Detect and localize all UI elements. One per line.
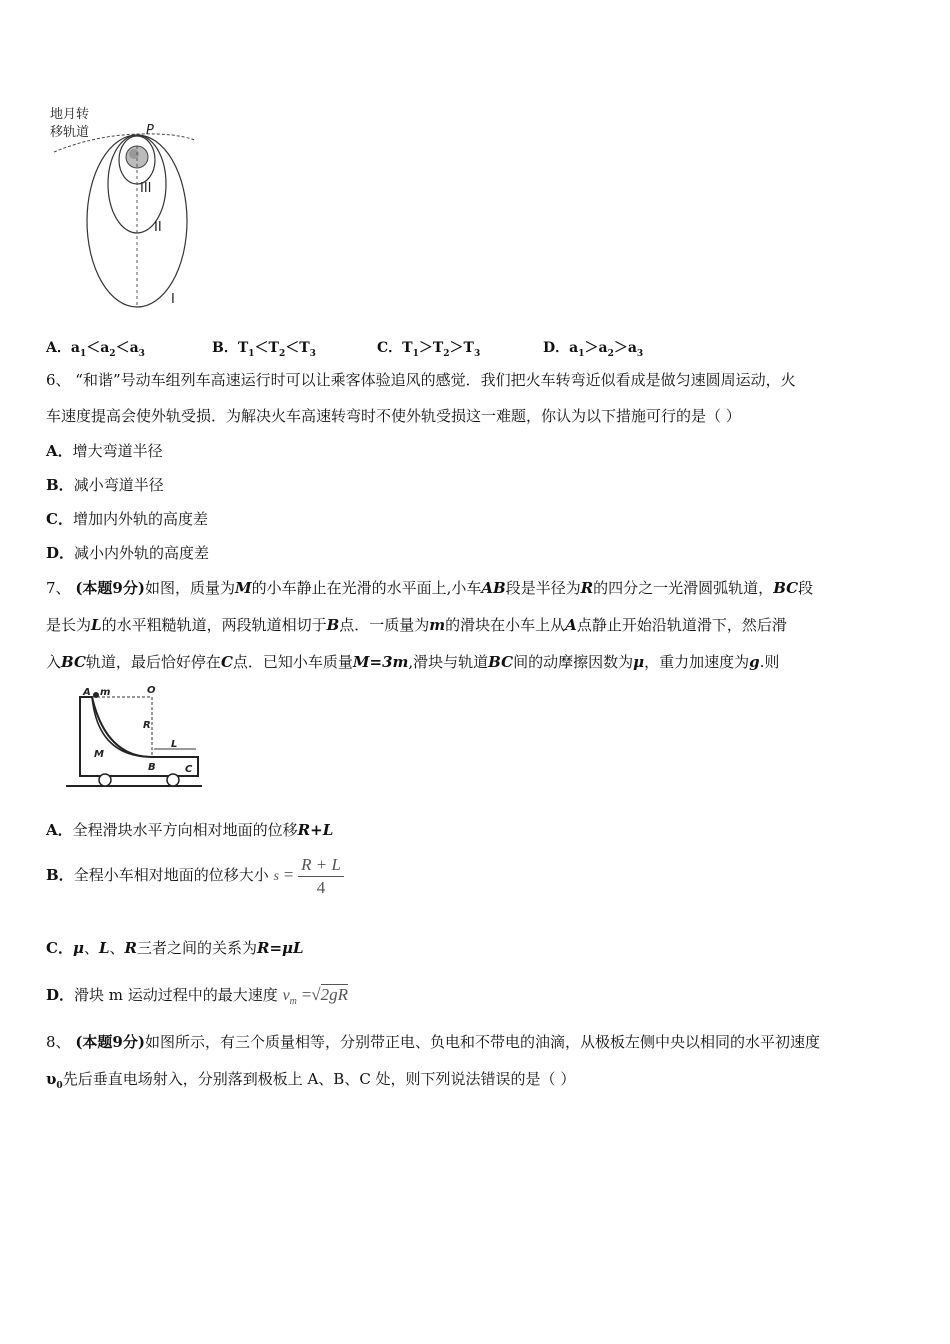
q6-stem-line2: 车速度提高会使外轨受损．为解决火车高速转弯时不使外轨受损这一难题，你认为以下措施可行的是（ ） xyxy=(46,407,741,425)
fig-label-a: A xyxy=(83,687,91,698)
fig-label-big-m: M xyxy=(94,749,104,760)
fig-label-r: R xyxy=(143,720,151,731)
q7-d-eq: = xyxy=(301,985,312,1004)
q6-option-b: B．减小弯道半径 xyxy=(46,476,164,494)
wheel-left xyxy=(99,774,111,786)
q8-stem-line1: 8、 (本题9分)如图所示，有三个质量相等，分别带正电、负电和不带电的油滴，从极板左侧中央以相同的水平初速度 xyxy=(46,1033,820,1051)
cart-body xyxy=(80,697,198,776)
q7-d-v: v xyxy=(282,987,290,1004)
q5-option-d: D．$a_1>a_2>a_3$ xyxy=(543,340,644,359)
q7-option-a: A．全程滑块水平方向相对地面的位移R+L xyxy=(46,821,334,839)
q7-d-radicand: 2gR xyxy=(320,985,349,1004)
q6-stem-line1: 6、 “和谐”号动车组列车高速运行时可以让乘客体验追风的感觉．我们把火车转弯近似看成是做匀速圆周运动，火 xyxy=(46,371,796,389)
q7-stem-line3: 入BC轨道，最后恰好停在C点．已知小车质量M=3m,滑块与轨道BC间的动摩擦因数为μ，重力加速度为g.则 xyxy=(46,653,780,671)
cart-figure xyxy=(62,683,207,793)
q6-option-a: A．增大弯道半径 xyxy=(46,442,163,460)
point-p-label: P xyxy=(146,123,154,138)
q7-option-c: C．μ、L、R三者之间的关系为R=μL xyxy=(46,939,304,957)
q6-option-c: C．增加内外轨的高度差 xyxy=(46,510,208,528)
q8-stem-line2: $\upsilon_0$先后垂直电场射入，分别落到极板上 A、B、C 处，则下列说法错误的是（ ） xyxy=(46,1070,576,1091)
fig-label-m: m xyxy=(100,687,111,698)
q7-d-sub: m xyxy=(289,996,297,1007)
fig-label-b: B xyxy=(148,762,156,773)
q7-b-denominator: 4 xyxy=(316,877,326,897)
slider-block xyxy=(93,692,99,698)
orbit-3-label: III xyxy=(140,181,152,196)
q5-option-a: A．$a_1<a_2<a_3$ xyxy=(46,340,145,359)
q5-option-c: C．$T_1>T_2>T_3$ xyxy=(377,340,481,359)
orbit-2-label: II xyxy=(154,220,162,235)
fig-label-c: C xyxy=(185,764,193,775)
q7-b-numerator: R + L xyxy=(298,854,344,877)
q7-stem-line2: 是长为L的水平粗糙轨道，两段轨道相切于B点．一质量为m的滑块在小车上从A点静止开始沿轨道滑下，然后滑 xyxy=(46,616,787,634)
q7-option-d: D．滑块 m 运动过程中的最大速度 $v_m =√2gR$ xyxy=(46,985,349,1007)
fig-label-l: L xyxy=(171,739,178,750)
q7-b-s: s xyxy=(273,869,279,884)
orbit-label-line1: 地月转 xyxy=(50,107,90,122)
radical-sign: √ xyxy=(311,985,321,1004)
q6-option-d: D．减小内外轨的高度差 xyxy=(46,544,210,562)
orbit-figure xyxy=(40,100,200,315)
orbit-label-line2: 移轨道 xyxy=(50,125,90,140)
q7-b-eq: = xyxy=(283,865,294,884)
q7-stem-line1: 7、 (本题9分)如图，质量为M的小车静止在光滑的水平面上,小车AB段是半径为R的四分之一光滑圆弧轨道，BC段 xyxy=(46,579,814,597)
q5-option-b: B．$T_1<T_2<T_3$ xyxy=(212,340,316,359)
orbit-1-label: I xyxy=(171,292,175,307)
q7-b-fraction xyxy=(298,854,344,899)
wheel-right xyxy=(167,774,179,786)
fig-label-o: O xyxy=(147,685,156,696)
q7-option-b: B．全程小车相对地面的位移大小 s = $\frac{R + L}{4}$ xyxy=(46,852,344,900)
